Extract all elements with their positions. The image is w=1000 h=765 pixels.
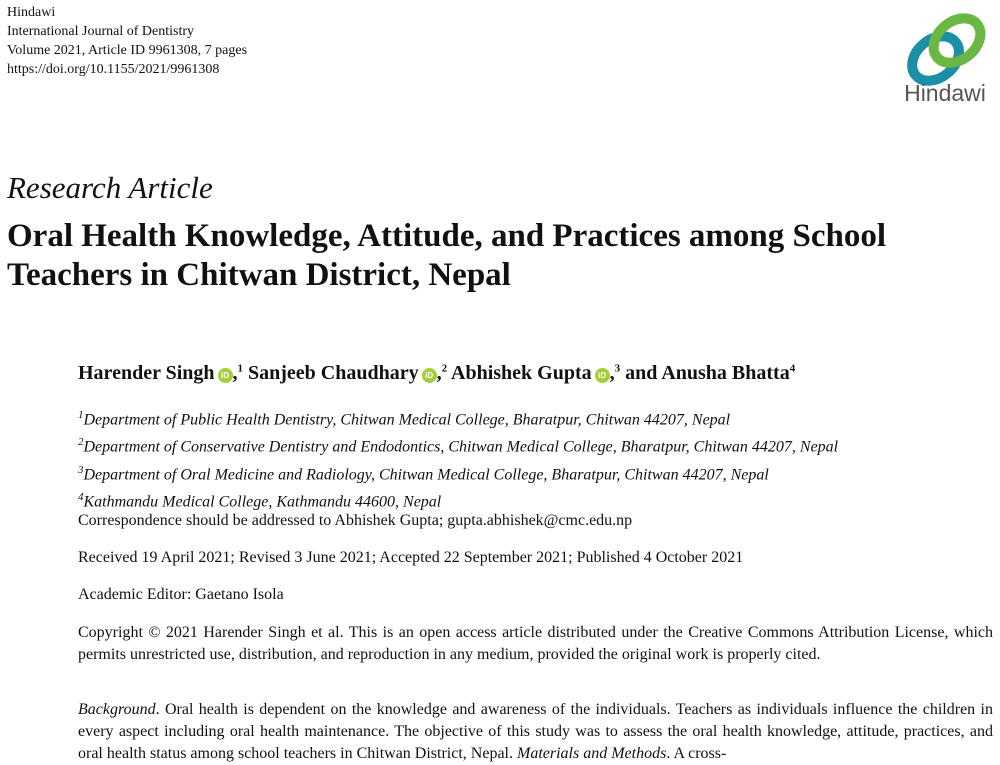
orcid-icon[interactable]: iD <box>595 368 610 383</box>
journal-name: International Journal of Dentistry <box>7 24 195 39</box>
affiliations <box>78 404 838 513</box>
dates: Received 19 April 2021; Revised 3 June 2021; Accepted 22 September 2021; Published 4 October 2021 <box>78 549 744 566</box>
affil-sup: 2 <box>441 362 448 375</box>
logo-text: Hindawi <box>904 80 986 106</box>
abstract <box>78 699 993 765</box>
author-name[interactable]: Abhishek Gupta <box>451 362 592 384</box>
affil-sup: 2 <box>78 436 84 449</box>
and-text: and <box>625 362 658 384</box>
academic-editor: Academic Editor: Gaetano Isola <box>78 586 284 603</box>
author-name[interactable]: Anusha Bhatta <box>661 362 790 384</box>
journal-header <box>7 3 247 79</box>
affiliation <box>78 459 838 486</box>
correspondence: Correspondence should be addressed to Abhishek Gupta; gupta.abhishek@cmc.edu.np <box>78 512 633 529</box>
author-name[interactable]: Sanjeeb Chaudhary <box>248 362 419 384</box>
affil-sup: 4 <box>78 490 84 503</box>
author-list: Harender Singh iD ,$^1$ Sanjeeb Chaudhary iD ,$^2$ Abhishek Gupta iD ,$^3$ and Anusha Bhatta$^4$ <box>78 362 796 384</box>
article-title <box>7 217 997 295</box>
abstract-label-2: Materials and Methods <box>517 745 667 762</box>
title-line-2: Teachers in Chitwan District, Nepal <box>7 257 511 293</box>
abstract-text: . Oral health is dependent on the knowledge and awareness of the individuals. Teachers as individuals influence the children in every aspect including oral health maintenance. The objective of this study was to assess the oral health knowledge, attitude, practices, and oral health status among school teachers in Chitwan District, Nepal. <box>78 701 993 762</box>
article-type: Research Article <box>7 170 213 205</box>
copyright: Copyright © 2021 Harender Singh et al. This is an open access article distributed under the Creative Commons Attribution License, which permits unrestricted use, distribution, and reproduction in any medium, provided the original work is properly cited. <box>78 624 993 663</box>
orcid-icon[interactable]: iD <box>422 368 437 383</box>
author-name[interactable]: Harender Singh <box>78 362 215 384</box>
affil-text: Department of Conservative Dentistry and Endodontics, Chitwan Medical College, Bharatpur, Chitwan 44207, Nepal <box>83 438 839 456</box>
affil-text: Kathmandu Medical College, Kathmandu 44600, Nepal <box>83 493 442 511</box>
affil-sup: 3 <box>614 362 621 375</box>
affiliation <box>78 404 838 431</box>
doi-link[interactable]: https://doi.org/10.1155/2021/9961308 <box>7 62 220 77</box>
affil-text: Department of Oral Medicine and Radiology, Chitwan Medical College, Bharatpur, Chitwan 44207, Nepal <box>83 465 769 483</box>
abstract-text-2: . A cross- <box>666 745 727 762</box>
title-line-1: Oral Health Knowledge, Attitude, and Practices among School <box>7 218 887 254</box>
abstract-label: Background <box>78 701 156 718</box>
affil-text: Department of Public Health Dentistry, Chitwan Medical College, Bharatpur, Chitwan 44207, Nepal <box>83 411 731 429</box>
affil-sup: 4 <box>789 362 796 375</box>
affil-sup: 1 <box>237 362 244 375</box>
affil-sup: 1 <box>78 409 84 421</box>
affiliation <box>78 431 838 458</box>
publisher: Hindawi <box>7 5 56 20</box>
volume-info: Volume 2021, Article ID 9961308, 7 pages <box>7 43 248 58</box>
affil-sup: 3 <box>78 463 84 476</box>
orcid-icon[interactable]: iD <box>218 368 233 383</box>
